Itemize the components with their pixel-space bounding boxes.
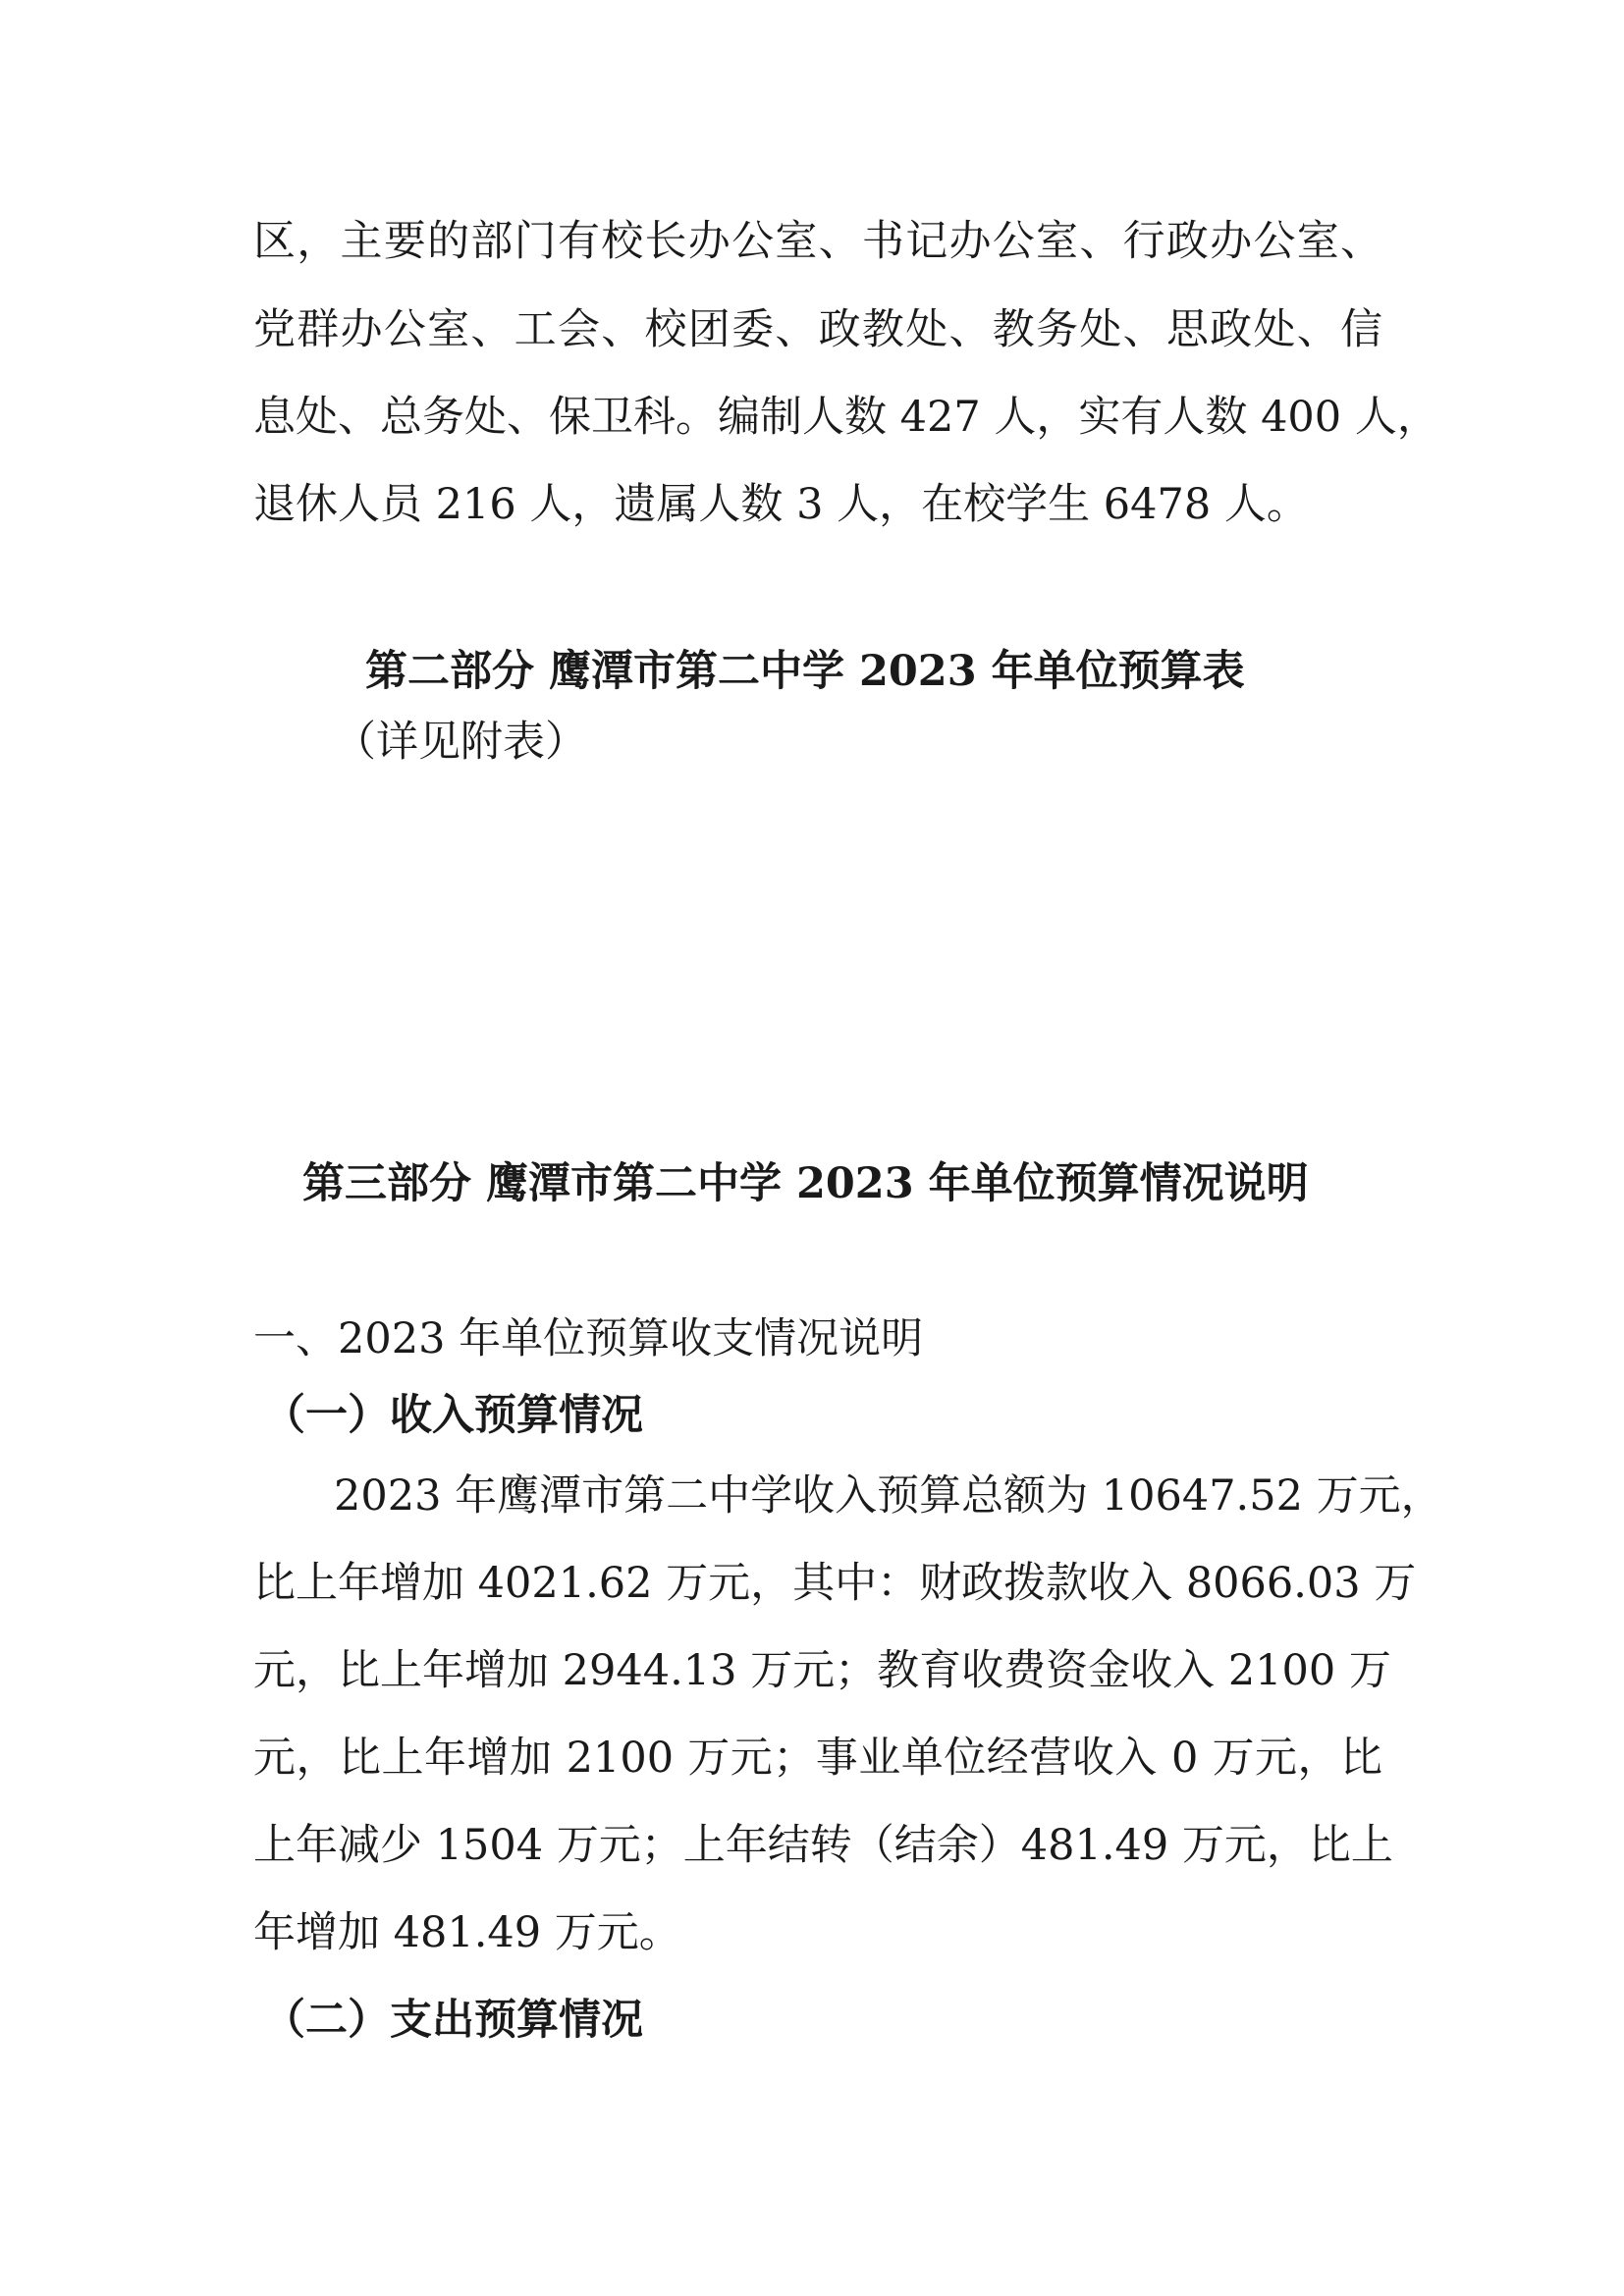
- income-line-6: 年增加 481.49 万元。: [253, 1908, 681, 1957]
- income-line-1: 2023 年鹰潭市第二中学收入预算总额为 10647.52 万元，: [334, 1471, 1443, 1521]
- intro-line-2: 党群办公室、工会、校团委、政教处、教务处、思政处、信: [253, 305, 1382, 354]
- section-1-heading: 一、2023 年单位预算收支情况说明: [253, 1314, 924, 1363]
- intro-line-1: 区，主要的部门有校长办公室、书记办公室、行政办公室、: [253, 217, 1382, 266]
- part3-title: 第三部分 鹰潭市第二中学 2023 年单位预算情况说明: [302, 1159, 1309, 1208]
- subsection-income-heading: （一）收入预算情况: [263, 1391, 643, 1440]
- intro-line-3: 息处、总务处、保卫科。编制人数 427 人，实有人数 400 人，: [253, 393, 1439, 442]
- intro-line-4: 退休人员 216 人，遗属人数 3 人，在校学生 6478 人。: [253, 480, 1309, 529]
- subsection-expense-heading: （二）支出预算情况: [263, 1996, 643, 2045]
- income-line-5: 上年减少 1504 万元；上年结转（结余）481.49 万元，比上: [253, 1821, 1393, 1870]
- income-line-4: 元，比上年增加 2100 万元；事业单位经营收入 0 万元，比: [253, 1734, 1382, 1783]
- part2-note: （详见附表）: [334, 718, 587, 767]
- income-line-3: 元，比上年增加 2944.13 万元；教育收费资金收入 2100 万: [253, 1646, 1391, 1695]
- income-line-2: 比上年增加 4021.62 万元，其中：财政拨款收入 8066.03 万: [253, 1559, 1417, 1608]
- part2-title: 第二部分 鹰潭市第二中学 2023 年单位预算表: [365, 647, 1245, 696]
